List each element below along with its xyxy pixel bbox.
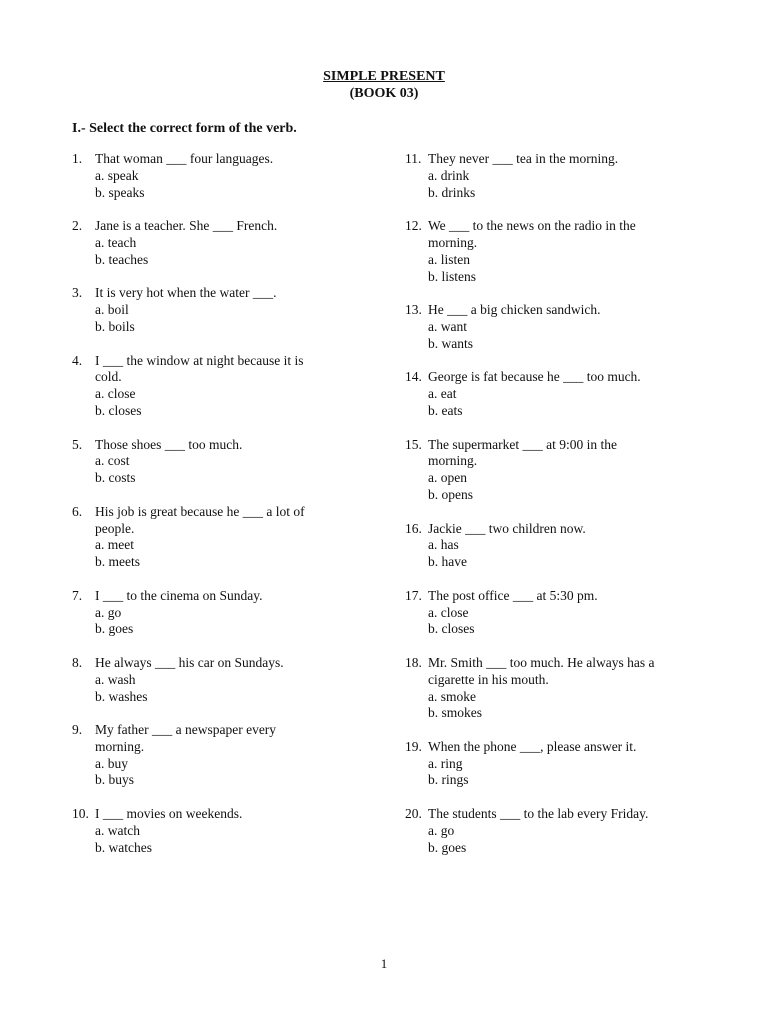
question-text: My father ___ a newspaper every morning. [95,722,277,754]
option-b: b. teaches [95,251,149,267]
question-column-right [405,151,705,873]
question-stem [405,739,705,756]
question-number: 17. [405,587,422,603]
question-item [405,521,705,571]
question-text: Those shoes ___ too much. [95,436,243,452]
question-number: 2. [72,218,83,234]
question-item [405,806,705,856]
option-a: a. go [95,604,122,620]
question-stem [405,588,705,605]
question-number: 10. [72,806,89,822]
option-a: a. close [95,386,136,402]
question-number: 13. [405,302,422,318]
option-a: a. speak [95,167,139,183]
option-b: b. eats [428,402,463,418]
option-b: b. buys [95,772,135,788]
question-number: 14. [405,369,422,385]
question-stem [72,504,372,538]
question-number: 11. [405,151,422,166]
option-b: b. meets [95,554,140,570]
question-text: George is fat because he ___ too much. [428,369,641,385]
question-stem [72,806,372,823]
question-item [72,285,372,335]
option-b: b. speaks [95,184,145,200]
question-number: 7. [72,587,83,603]
option-a: a. listen [428,251,470,267]
option-a: a. meet [95,537,134,553]
option-a: a. buy [95,755,128,771]
option-b: b. listens [428,268,477,284]
option-a: a. eat [428,386,457,402]
option-b: b. smokes [428,705,482,721]
title-line: SIMPLE PRESENT [323,69,445,84]
question-stem [72,285,372,302]
question-number: 18. [405,654,422,670]
option-b: b. opens [428,486,473,502]
question-stem [72,353,372,387]
question-stem [72,722,372,756]
question-item [72,806,372,856]
page-number: 1 [380,956,388,971]
option-b: b. rings [428,772,469,788]
question-text: The supermarket ___ at 9:00 in the morning. [428,436,617,469]
question-number: 1. [72,151,83,166]
question-item [72,151,372,201]
question-number: 5. [72,436,83,452]
question-text: It is very hot when the water ___. [95,285,277,301]
document-title [0,68,768,102]
question-stem [405,437,705,471]
option-b: b. goes [428,839,467,855]
option-b: b. wants [428,335,473,351]
question-column-left [72,151,372,873]
question-text: I ___ the window at night because it is cold. [95,352,304,385]
question-stem [72,151,372,168]
option-a: a. close [428,604,469,620]
option-a: a. open [428,470,467,486]
question-stem [405,369,705,386]
question-stem [405,655,705,689]
question-stem [72,588,372,605]
question-number: 8. [72,654,83,670]
question-text: I ___ to the cinema on Sunday. [95,587,263,603]
option-a: a. want [428,318,467,334]
question-stem [72,655,372,672]
question-number: 9. [72,722,83,738]
option-a: a. has [428,537,459,553]
question-stem [405,521,705,538]
question-number: 12. [405,218,422,234]
question-item [405,655,705,722]
option-a: a. boil [95,302,129,318]
question-text: I ___ movies on weekends. [95,806,243,822]
option-a: a. watch [95,822,140,838]
question-item [72,655,372,705]
question-item [72,588,372,638]
question-item [405,437,705,504]
question-item [72,218,372,268]
option-a: a. go [428,822,455,838]
option-a: a. cost [95,453,130,469]
question-item [405,151,705,201]
option-b: b. washes [95,688,148,704]
option-a: a. smoke [428,688,476,704]
question-item [72,353,372,420]
question-item [405,588,705,638]
question-text: Jackie ___ two children now. [428,520,586,536]
option-b: b. boils [95,318,135,334]
question-stem [72,218,372,235]
question-text: We ___ to the news on the radio in the morning. [428,218,636,250]
question-number: 3. [72,285,83,301]
question-number: 20. [405,806,422,822]
question-number: 15. [405,436,422,452]
question-item [405,218,705,285]
section-instruction: I.- Select the correct form of the verb. [72,121,297,136]
question-text: That woman ___ four languages. [95,151,274,166]
question-number: 4. [72,352,83,368]
option-a: a. drink [428,167,470,183]
question-text: His job is great because he ___ a lot of people. [95,503,305,536]
question-text: They never ___ tea in the morning. [428,151,619,166]
option-b: b. have [428,554,467,570]
option-a: a. wash [95,671,136,687]
question-number: 19. [405,738,422,754]
question-text: When the phone ___, please answer it. [428,738,637,754]
question-item [72,722,372,789]
question-item [405,302,705,352]
option-b: b. closes [95,402,142,418]
option-b: b. goes [95,621,134,637]
option-a: a. ring [428,755,463,771]
option-b: b. watches [95,839,152,855]
question-item [72,437,372,487]
option-b: b. drinks [428,184,476,200]
option-b: b. costs [95,470,136,486]
question-number: 6. [72,503,83,519]
question-item [405,369,705,419]
subtitle-line: (BOOK 03) [349,86,419,101]
option-a: a. teach [95,234,137,250]
option-b: b. closes [428,621,475,637]
question-text: He always ___ his car on Sundays. [95,654,284,670]
question-text: Jane is a teacher. She ___ French. [95,218,278,234]
question-stem [72,437,372,454]
question-stem [405,218,705,252]
question-text: He ___ a big chicken sandwich. [428,302,601,318]
question-number: 16. [405,520,422,536]
question-text: The post office ___ at 5:30 pm. [428,587,598,603]
question-stem [405,806,705,823]
question-stem [405,302,705,319]
question-text: The students ___ to the lab every Friday. [428,806,649,822]
question-text: Mr. Smith ___ too much. He always has a cigarette in his mouth. [428,654,655,687]
question-item [405,739,705,789]
question-item [72,504,372,571]
question-stem [405,151,705,168]
